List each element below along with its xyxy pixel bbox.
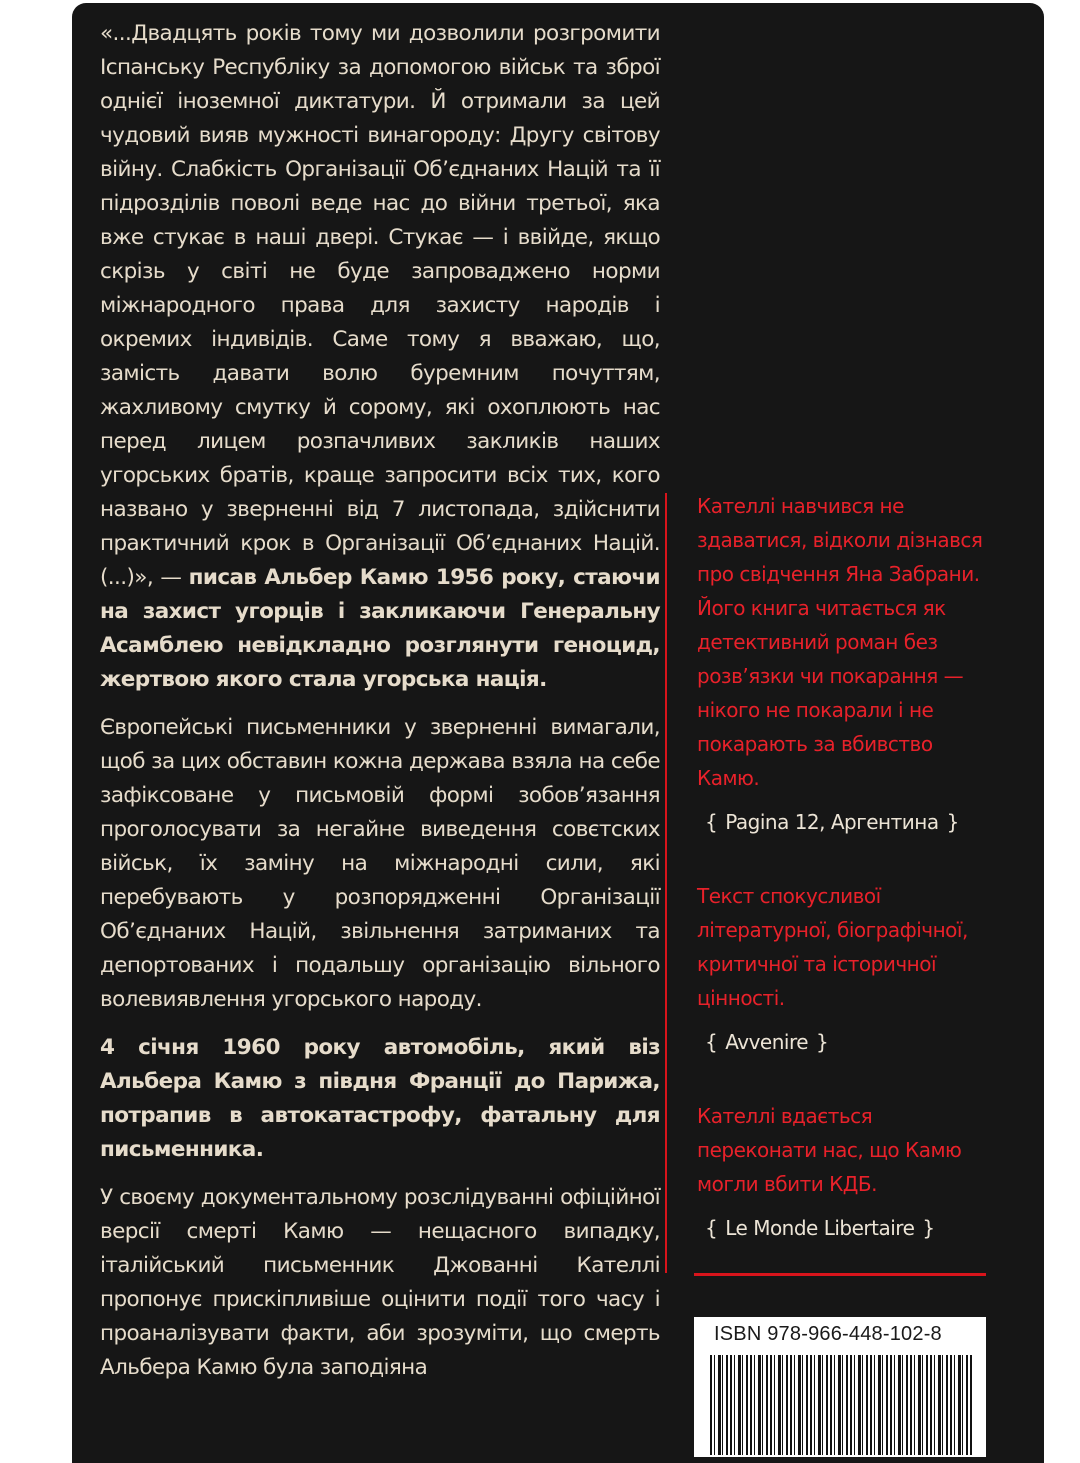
paragraph-1-regular: «...Двадцять років тому ми дозволили розгромити Іспанську Республіку за допомогою військ та зброї однієї іноземної диктатури. Й отримали за цей чудовий вияв мужності винагороду: Другу світову війну. Слабкість Організації Об’єднаних Націй та її підрозділів поволі веде нас до війни третьої, яка вже стукає в наші двері. Стукає — і ввійде, якщо скрізь у світі не буде запроваджено норми міжнародного права для захисту народів і окремих індивідів. Саме тому я вважаю, що, замість давати волю буремним почуттям, жахливому смутку й сорому, які охоплюють нас перед лицем розпачливих закликів наших угорських братів, краще запросити всіх тих, кого названо у зверненні від 7 листопада, здійснити практичний крок в Організації Об’єднаних Націй. (...)», — [100, 21, 660, 590]
review-quote-2: Текст спокусливої літературної, біографічної, критичної та історичної цінності. [697, 884, 968, 1010]
paragraph-1-bold: писав Альбер Камю 1956 року, стаючи на захист угорців і закликаючи Генеральну Асамблею невідкладно розглянути геноцид, жертвою якого стала угорська нація. [100, 565, 661, 692]
review-quote-3: Кателлі вдається переконати нас, що Камю могли вбити КДБ. [697, 1104, 962, 1196]
review-quotes-column [697, 489, 987, 1285]
review-source-1: { Pagina 12, Аргентина } [705, 810, 959, 834]
paragraph-2: Європейські письменники у зверненні вимагали, щоб за цих обставин кожна держава взяла на себе зафіксоване у письмовій формі зобов’язання проголосувати за негайне виведення совєтских військ, їх заміну на міжнародні сили, які перебувають у розпорядженні Організації Об’єднаних Націй, звільнення затриманих та депортованих і подальшу організацію вільного волевиявлення угорського народу. [100, 715, 660, 1012]
review-source-2: { Avvenire } [705, 1030, 829, 1054]
isbn-barcode [694, 1317, 986, 1457]
review-source-3: { Le Monde Libertaire } [705, 1216, 935, 1240]
paragraph-1 [100, 17, 660, 697]
barcode-icon [710, 1355, 972, 1455]
red-horizontal-rule [694, 1273, 986, 1276]
paragraph-3: 4 січня 1960 року автомобіль, який віз Альбера Камю з півдня Франції до Парижа, потрапив в автокатастрофу, фатальну для письменника. [100, 1035, 660, 1162]
paragraph-4: У своєму документальному розслідуванні офіційної версії смерті Камю — нещасного випадку, італійський письменник Джованні Кателлі пропонує прискіпливіше оцінити події того часу і проаналізувати факти, аби зрозуміти, що смерть Альбера Камю була заподіяна [100, 1185, 660, 1380]
isbn-number: ISBN 978-966-448-102-8 [714, 1323, 942, 1345]
book-back-cover [72, 3, 1044, 1463]
review-quote-1: Кателлі навчився не здаватися, відколи дізнався про свідчення Яна Забрани. Його книга читається як детективний роман без розв’язки чи покарання — нікого не покарали і не покарають за вбивство Камю. [697, 494, 983, 790]
red-vertical-divider [665, 493, 667, 1273]
main-text-column [100, 17, 660, 1399]
